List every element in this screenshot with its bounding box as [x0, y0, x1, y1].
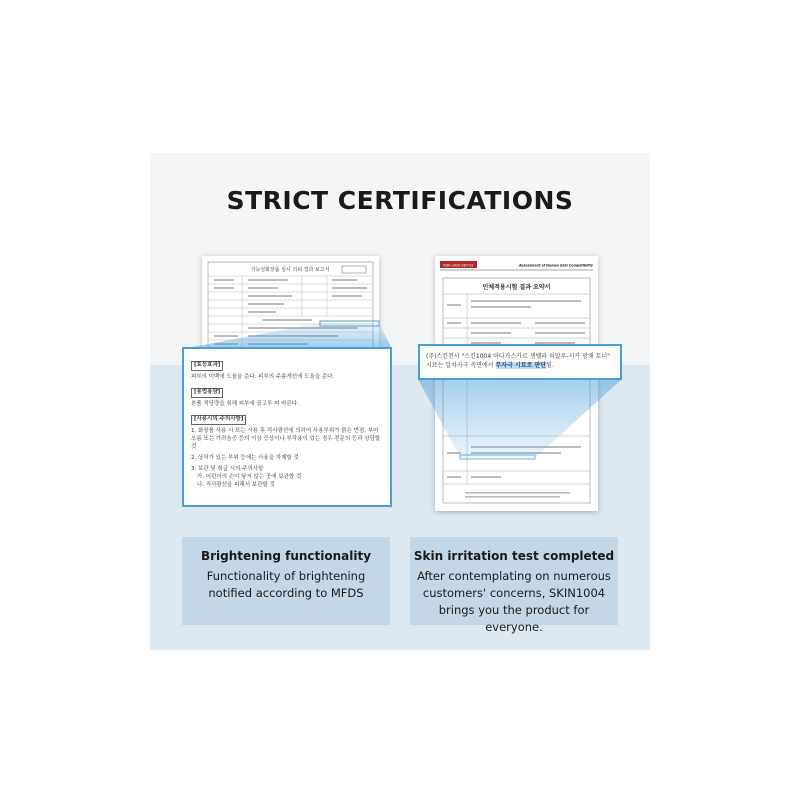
skin-test-title: 인체적용시험 결과 요약서 — [482, 284, 551, 291]
brightening-card-title: Brightening functionality — [200, 549, 372, 563]
precaution-item-1: 1. 화장품 사용 시 또는 사용 후 직사광선에 의하여 사용부위가 붉은 반점, 부어오름 또는 가려움증 등의 이상 증상이나 부작용이 있는 경우 전문의 등과 상담할 것 — [191, 427, 381, 450]
efficacy-heading: [효능효과] — [191, 361, 223, 371]
skin-irritation-card-line-1: After contemplating on numerous — [417, 569, 611, 583]
page-title: STRICT CERTIFICATIONS — [226, 186, 574, 215]
certifications-panel — [150, 153, 650, 650]
svg-text:KDR-2020-087-02: KDR-2020-087-02 — [443, 263, 474, 268]
brightening-card — [182, 537, 390, 625]
usage-text: 본품 적당량을 취해 피부에 골고루 펴 바른다. — [191, 400, 299, 407]
left-magnifier-beam — [182, 323, 392, 349]
efficacy-callout — [182, 347, 392, 507]
skin-irritation-card — [410, 537, 618, 634]
brightening-card-line-2: notified according to MFDS — [208, 586, 364, 600]
report-title: 기능성화장품 심사 의뢰 결과 보고서 — [250, 267, 330, 273]
svg-text:Assessment of Human Skin Compa: Assessment of Human Skin Compatibility — [518, 263, 593, 268]
skin-irritation-card-line-2: customers' concerns, SKIN1004 — [422, 586, 606, 600]
skin-irritation-card-title: Skin irritation test completed — [413, 549, 615, 563]
efficacy-text: 피부의 미백에 도움을 준다. 피부의 주름개선에 도움을 준다. — [191, 373, 335, 380]
precaution-item-3b: 나. 직사광선을 피해서 보관할 것 — [197, 481, 275, 488]
precautions-heading: [사용시의 주의사항] — [191, 415, 246, 425]
precaution-item-2: 2. 상처가 있는 부위 등에는 사용을 자제할 것 — [191, 454, 299, 461]
irritation-result-callout — [418, 344, 622, 380]
precaution-item-3a: 가. 어린이의 손이 닿지 않는 곳에 보관할 것 — [197, 473, 302, 480]
non-irritant-highlight: 무자극 시료로 판단 — [495, 362, 547, 370]
usage-heading: [용법용량] — [191, 388, 223, 398]
skin-irritation-card-line-3: brings you the product for everyone. — [438, 603, 590, 634]
right-magnifier-beam — [418, 379, 622, 458]
result-line-2: 시료는 일차자극 측면에서 무자극 시료로 판단됨. — [426, 362, 554, 370]
result-line-1: (주)스킨천사 "스킨1004 마다가스카르 센텔라 히알루-시카 광채 토너" — [426, 353, 610, 360]
precaution-item-3: 3. 보관 및 취급 시의 주의사항 — [191, 465, 264, 472]
brightening-card-line-1: Functionality of brightening — [206, 569, 366, 583]
